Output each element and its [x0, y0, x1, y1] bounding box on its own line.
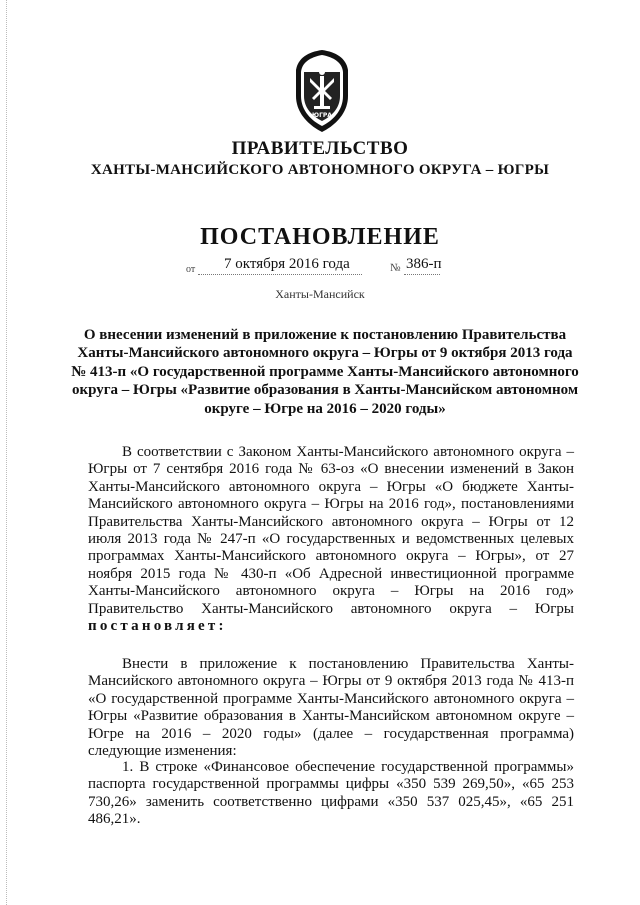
city-name: Ханты-Мансийск — [275, 287, 365, 301]
amendment-intro-paragraph: Внести в приложение к постановлению Правительства Ханты-Мансийского автономного округа – Югры от 9 октября 2013 года № 413-п «О государственной программе Ханты-Мансийского автономного округа – Югры «Развитие образования в Ханты-Мансийском автономном округе – Югре на 2016 – 2020 годы» (далее – государственная программа) следующие изменения: — [88, 656, 574, 760]
scan-margin-line — [6, 0, 7, 905]
region-title: ХАНТЫ-МАНСИЙСКОГО АВТОНОМНОГО ОКРУГА – ЮГРЫ — [90, 162, 550, 178]
decree-number: 386-п — [406, 256, 442, 272]
number-underline — [404, 274, 440, 275]
svg-text:ЮГРА: ЮГРА — [312, 112, 332, 119]
preamble-paragraph — [88, 444, 574, 635]
decree-date: 7 октября 2016 года — [224, 256, 350, 272]
decree-subject: О внесении изменений в приложение к постановлению Правительства Ханты-Мансийского автономного округа – Югры от 9 октября 2013 года № 413-п «О государственной программе Ханты-Мансийского автономного округа – Югры «Развитие образования в Ханты-Мансийском автономном округе – Югре на 2016 – 2020 годы» — [71, 327, 579, 417]
amendment-item-1: 1. В строке «Финансовое обеспечение государственной программы» паспорта государственной программы цифры «350 539 269,50», «65 253 730,26» заменить соответственно цифрами «350 537 025,45», «65 251 486,21». — [88, 759, 574, 828]
preamble-text: В соответствии с Законом Ханты-Мансийского автономного округа – Югры от 7 сентября 2016 года № 63-оз «О внесении изменений в Закон Ханты-Мансийского автономного округа – Югры «О бюджете Ханты-Мансийского автономного округа – Югры на 2016 год», постановлениями Правительства Ханты-Мансийского автономного округа – Югры от 12 июля 2013 года № 247-п «О государственных и ведомственных целевых программах Ханты-Мансийского автономного округа – Югры», от 27 ноября 2015 года № 430-п «Об Адресной инвестиционной программе Ханты-Мансийского автономного округа – Югры на 2016 год» Правительство Ханты-Мансийского автономного округа – Югры — [88, 444, 574, 617]
decree-title: ПОСТАНОВЛЕНИЕ — [200, 224, 440, 250]
resolves-word: постановляет: — [88, 618, 227, 635]
decree-date-number-row — [0, 256, 640, 278]
date-prefix: от — [186, 264, 196, 275]
date-underline — [198, 274, 362, 275]
number-prefix: № — [390, 262, 401, 274]
coat-of-arms-emblem — [290, 48, 354, 134]
government-title: ПРАВИТЕЛЬСТВО — [231, 138, 409, 159]
